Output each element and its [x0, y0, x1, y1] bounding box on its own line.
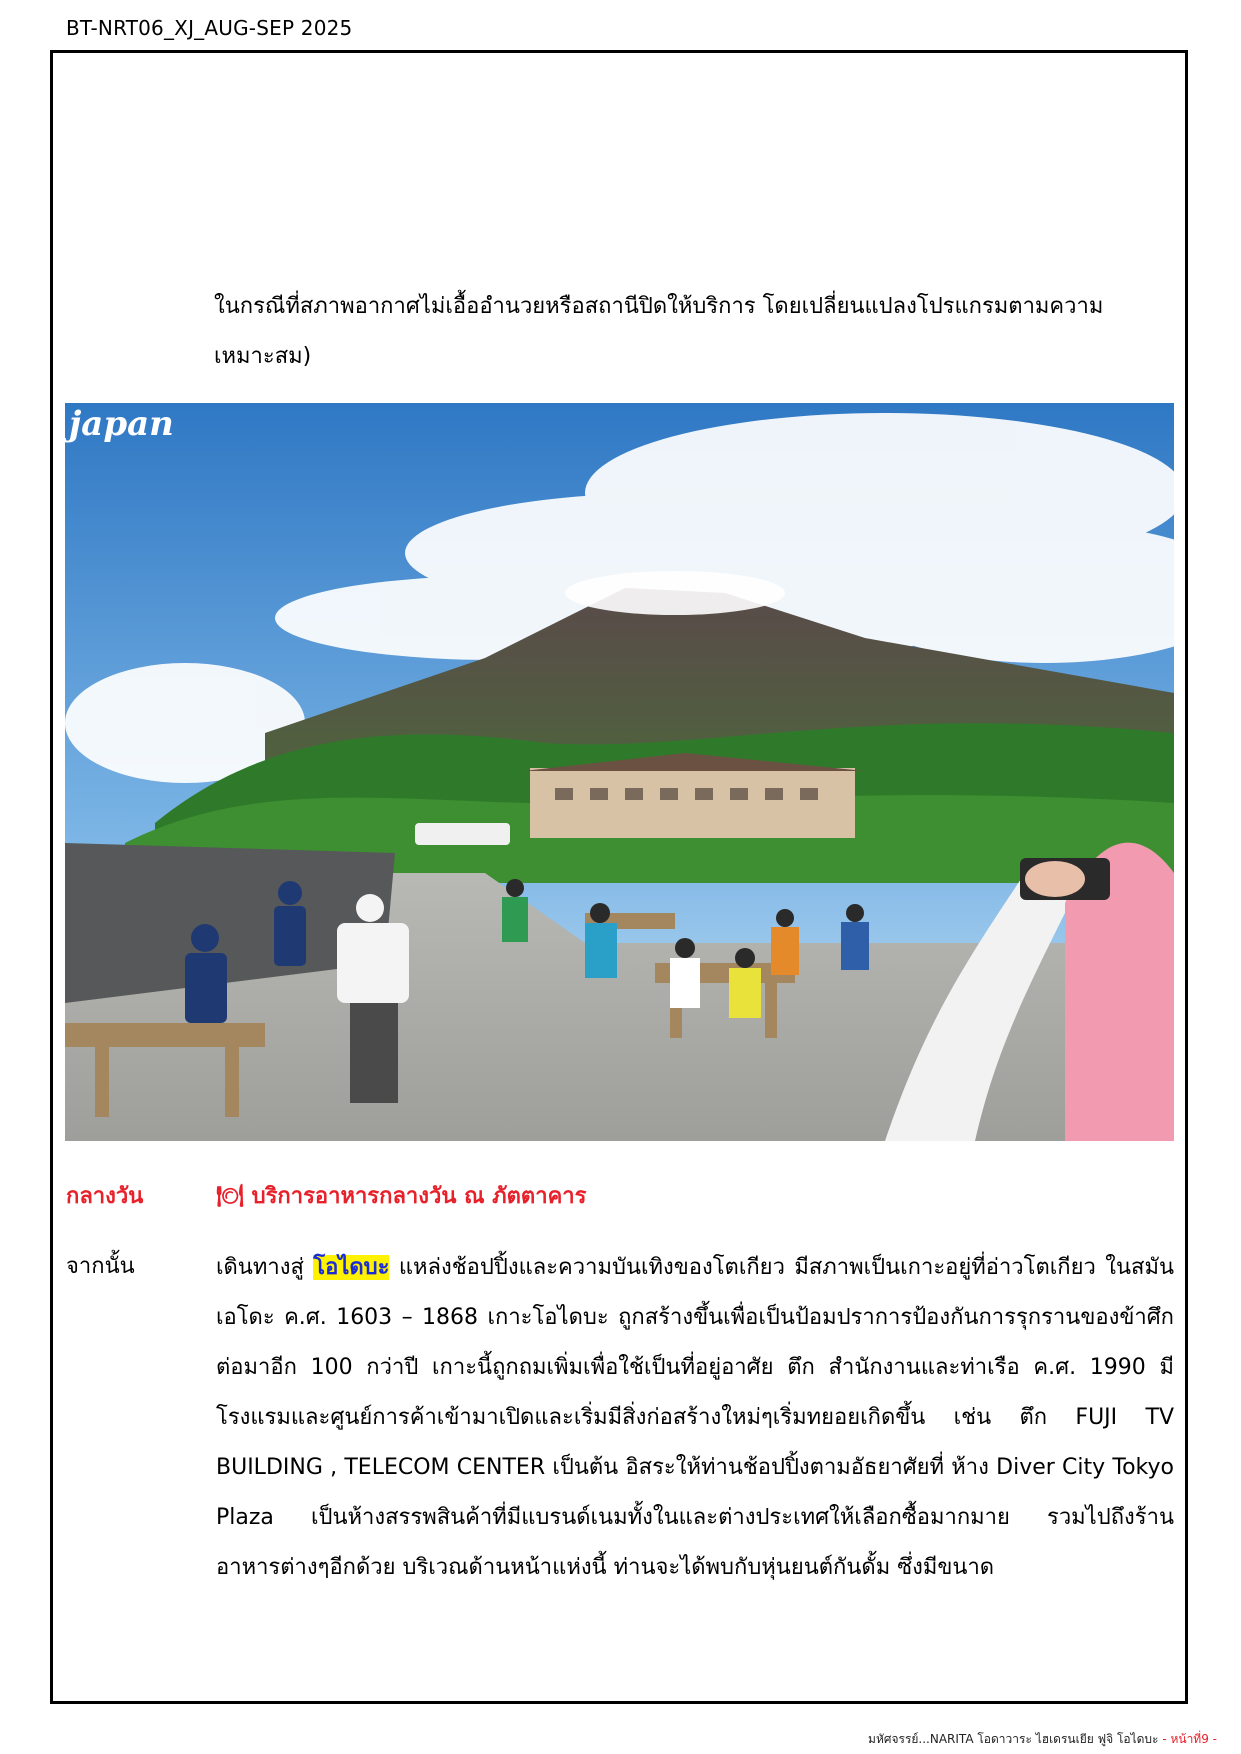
intro-line-2: เหมาะสม): [214, 344, 312, 369]
document-code: BT-NRT06_XJ_AUG-SEP 2025: [66, 16, 353, 40]
page-footer: [868, 1730, 1217, 1749]
intro-paragraph: [214, 282, 1176, 382]
intro-line-1: ในกรณีที่สภาพอากาศไม่เอื้ออำนวยหรือสถานีปิดให้บริการ โดยเปลี่ยนแปลงโปรแกรมตามความ: [214, 294, 1104, 319]
lunch-label: กลางวัน: [66, 1184, 144, 1209]
paragraph-lead: เดินทางสู่: [216, 1255, 314, 1280]
odaiba-paragraph: [216, 1243, 1174, 1593]
photo-watermark: japan: [69, 404, 174, 444]
dish-icon: 🍽: [216, 1184, 244, 1209]
footer-title: มหัศจรรย์...NARITA โอดาวาระ ไฮเดรนเยีย ฟูจิ โอไดบะ: [868, 1732, 1159, 1746]
lunch-text: บริการอาหารกลางวัน ณ ภัตตาคาร: [251, 1184, 587, 1209]
paragraph-body: แหล่งช้อปปิ้งและความบันเทิงของโตเกียว มีสภาพเป็นเกาะอยู่ที่อ่าวโตเกียว ในสมันเอโดะ ค.ศ. 1603 – 1868 เกาะโอไดบะ ถูกสร้างขึ้นเพื่อเป็นป้อมปราการป้องกันการรุกรานของข้าศึก ต่อมาอีก 100 กว่าปี เกาะนี้ถูกถมเพิ่มเพื่อใช้เป็นที่อยู่อาศัย ตึก สำนักงานและท่าเรือ ค.ศ. 1990 มีโรงแรมและศูนย์การค้าเข้ามาเปิดและเริ่มมีสิ่งก่อสร้างใหม่ๆเริ่มทยอยเกิดขึ้น เช่น ตึก FUJI TV BUILDING , TELECOM CENTER เป็นต้น อิสระให้ท่านช้อปปิ้งตามอัธยาศัยที่ ห้าง Diver City Tokyo Plaza เป็นห้างสรรพสินค้าที่มีแบรนด์เนมทั้งในและต่างประเทศให้เลือกซื้อมากมาย รวมไปถึงร้านอาหารต่างๆอีกด้วย บริเวณด้านหน้าแห่งนี้ ท่านจะได้พบกับหุ่นยนต์กันดั้ม ซึ่งมีขนาด: [216, 1255, 1174, 1580]
photo-illustration: [65, 403, 1174, 1141]
mount-fuji-photo: [65, 403, 1174, 1141]
then-label: จากนั้น: [66, 1254, 135, 1279]
page-number: - หน้าที่9 -: [1162, 1732, 1217, 1746]
lunch-line: [216, 1178, 586, 1213]
odaiba-highlight: โอไดบะ: [313, 1255, 390, 1280]
